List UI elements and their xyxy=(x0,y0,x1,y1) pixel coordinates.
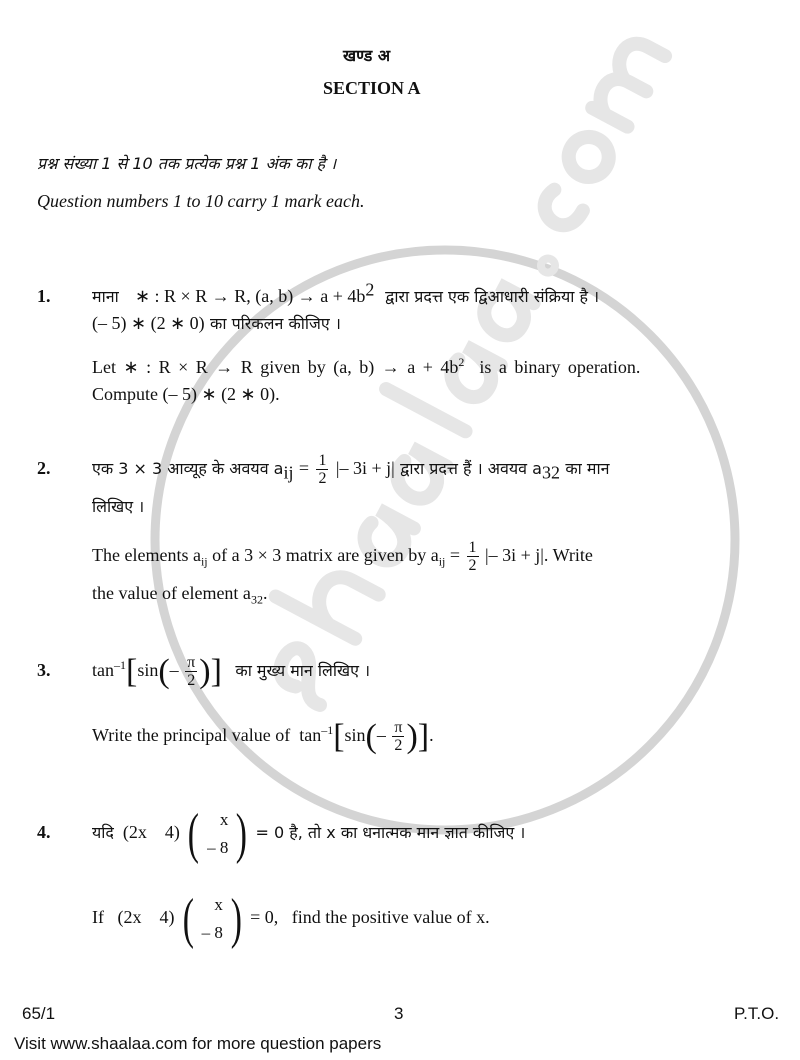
section-title: SECTION A xyxy=(323,78,421,98)
q3-hindi-line: $\tan^{-1}[\sin(-$ $\frac{\pi}{2}$ )] का मुख्य मान लिखिए । xyxy=(92,652,371,690)
q3-english-line: Write the principal value of $\tan^{-1}[\sin(-$ $\frac{\pi}{2}$ )]. xyxy=(92,717,434,755)
visit-link[interactable]: Visit www.shaalaa.com for more question papers xyxy=(14,1034,382,1053)
q2-english-line1: The elements $a_{ij}$ of a 3 × 3 matrix are given by $a_{ij}$ = $\frac{1}{2}$ |– 3i + j|. Write xyxy=(92,539,593,575)
q4-hindi-line: यदि (2x 4) ( x – 8 ) = 0 है, तो x का धनात्मक मान ज्ञात कीजिए । xyxy=(92,802,526,865)
question-number: 4. xyxy=(37,822,51,842)
section-hindi-title: खण्ड अ xyxy=(343,46,391,65)
q1-english-line2: Compute (– 5) ∗ (2 ∗ 0). xyxy=(92,384,280,404)
q4-english-line: If (2x 4) ( x – 8 ) = 0, find the positive value of x. xyxy=(92,887,490,950)
question-number: 3. xyxy=(37,660,51,680)
q2-hindi-line1: एक 3 × 3 आव्यूह के अवयव $a_{ij}$ = $\frac{1}{2}$ |– 3i + j| द्वारा प्रदत्त हैं । अवयव $a_{32}$ का मान xyxy=(92,452,610,487)
question-number: 1. xyxy=(37,286,51,306)
paper-code: 65/1 xyxy=(22,1004,56,1023)
q1-hindi-line1: माना ∗ : R × R → R, (a, $b) \to a + 4b^2$ द्वारा प्रदत्त एक द्विआधारी संक्रिया है । xyxy=(92,279,600,306)
instructions-hindi: प्रश्न संख्या 1 से 10 तक प्रत्येक प्रश्न 1 अंक का है । xyxy=(37,154,337,173)
question-number: 2. xyxy=(37,458,51,478)
q1-english-line1: Let ∗ : R × R → R given by (a, $b) \to a + 4b^2$ is a binary operation. xyxy=(92,355,641,377)
instructions-english: Question numbers 1 to 10 carry 1 mark each. xyxy=(37,191,365,211)
page-number: 3 xyxy=(394,1004,404,1023)
pto-label: P.T.O. xyxy=(734,1004,780,1023)
q2-hindi-line2: लिखिए । xyxy=(92,497,145,516)
q1-hindi-line2: (– 5) ∗ (2 ∗ 0) का परिकलन कीजिए । xyxy=(92,313,341,333)
q2-english-line2: the value of element $a_{32}$. xyxy=(92,583,268,607)
